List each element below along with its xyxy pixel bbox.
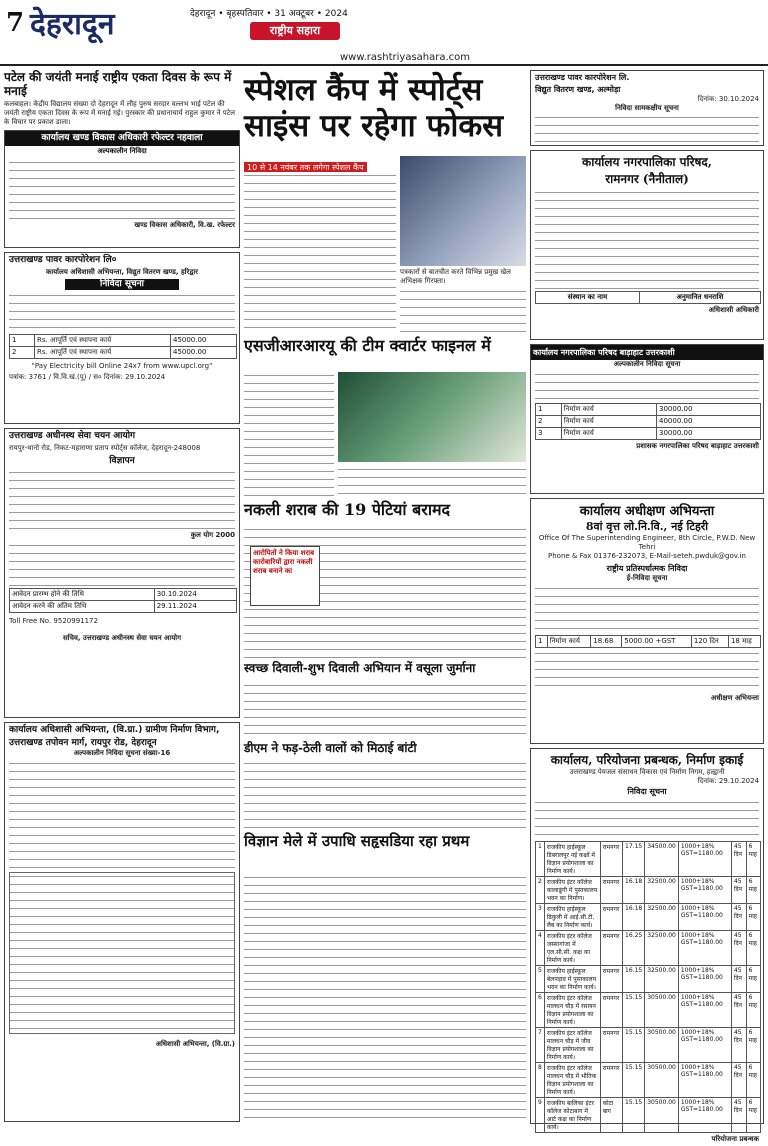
table-cell: 6 माह [746, 1063, 760, 1098]
upcl2-date: दिनांक: 30.10.2024 [697, 95, 759, 103]
pwd-sub: ई-निविदा सूचना [626, 574, 668, 582]
diwali-text [244, 682, 526, 736]
table-cell: 45 दिन [731, 1063, 746, 1098]
lead-photo-caption: पत्रकारों से बातचीत करते विभिन्न प्रमुख खेल अभिक्षक गिरफ्ता। [400, 268, 511, 285]
dm-text [244, 760, 526, 830]
page-number: 7 [6, 8, 25, 38]
city-title: देहरादून [30, 7, 115, 42]
table-cell: 45 दिन [731, 1098, 746, 1133]
table-row [536, 966, 761, 993]
nirman-tender [530, 748, 764, 1143]
table-cell: 30500.00 [645, 1028, 679, 1063]
science-story [244, 832, 526, 872]
table-cell: 6 माह [746, 842, 760, 877]
table-cell: 6 माह [746, 904, 760, 931]
table-cell: 30500.00 [645, 1063, 679, 1098]
table-cell: 32500.00 [645, 904, 679, 931]
pwd-text [535, 585, 759, 633]
dm-title: डीएम ने फड़-ठेली वालों को मिठाई बांटी [244, 741, 417, 755]
table-cell: 30500.00 [645, 1098, 679, 1133]
table-row [536, 931, 761, 966]
table-cell: 16.18 [623, 877, 645, 904]
sgrru-text [244, 372, 334, 496]
table-cell: 6 [536, 993, 545, 1028]
table-cell: 1000+18% GST=1180.00 [678, 966, 731, 993]
patel-body: कलबाहल। केंद्रीय विद्यालय संख्या दो देहरादून में लौह पुरुष सरदार वल्लभ भाई पटेल की जयंती राष्ट्रीय एकता दिवस के रूप में मनाई गई। पुरस्कार की प्रधानाचार्य राहुल कुमार ने पटेल के विचार पर प्रकाश डाला। [4, 100, 236, 126]
liquor-story [244, 500, 526, 524]
table-cell: राजकीय हाईस्कूल ढिकुली में आई.सी.टी. लैब का निर्माण कार्य। [544, 904, 600, 931]
pwd-sign: अधीक्षण अभियन्ता [710, 694, 759, 702]
table-cell: रामनगर [600, 966, 622, 993]
liquor-tag: आरोपितों ने किया शराब कारोबारियों द्वारा नकली शराब बनाने का [250, 546, 320, 606]
uksssc-ad [4, 428, 240, 718]
table-cell: 1000+18% GST=1180.00 [678, 877, 731, 904]
table-cell: 8 [536, 1063, 545, 1098]
table-cell: रामनगर [600, 931, 622, 966]
patel-title: पटेल की जयंती मनाई राष्ट्रीय एकता दिवस के रूप में मनाई [4, 70, 232, 98]
pmgsy-org2: उत्तराखण्ड तपोवन मार्ग, रायपुर रोड, देहरादून [9, 738, 157, 748]
pmgsy-notice: अल्पकालीन निविदा सूचना संख्या-16 [73, 749, 171, 757]
bdo-sign: खण्ड विकास अधिकारी, वि.ख. रफेल्टर [134, 221, 235, 229]
nirman-notice: निविदा सूचना [627, 787, 667, 796]
table-cell: 45 दिन [731, 877, 746, 904]
table-cell: 15.15 [623, 1063, 645, 1098]
table-cell: 1000+18% GST=1180.00 [678, 1028, 731, 1063]
pwd-notice: राष्ट्रीय प्रतिस्पर्धात्मक निविदा [606, 564, 688, 573]
barahat-table: 1 निर्माण कार्य 30000.00 2 निर्माण कार्य 40000.00 3 निर्माण कार्य 30000.00 [535, 403, 761, 440]
ramnagar-text [535, 189, 759, 289]
upcl2-sub: विद्युत वितरण खण्ड, अल्मोड़ा [535, 85, 621, 94]
pwd-table: 1 निर्माण कार्य 18.68 5000.00 +GST 120 दिन 18 माह [535, 635, 761, 648]
table-cell: 2 [536, 877, 545, 904]
table-cell: 15.15 [623, 1098, 645, 1133]
barahat-tender [530, 344, 764, 494]
upcl-almora-tender [530, 70, 764, 146]
table-cell: 1000+18% GST=1180.00 [678, 1098, 731, 1133]
table-cell: 45 दिन [731, 904, 746, 931]
bdo-tender [4, 130, 240, 248]
uksssc-addr: रायपुर-थानो रोड, निकट-महाराणा प्रताप स्पोर्ट्स कॉलेज, देहरादून-248008 [9, 444, 201, 452]
paper-logo: राष्ट्रीय सहारा [250, 22, 340, 40]
table-cell: 3 [536, 904, 545, 931]
uksssc-notice: विज्ञापन [109, 456, 135, 466]
bdo-table [9, 159, 235, 219]
lead-photo [400, 156, 526, 266]
table-cell: राजकीय इंटर कॉलेज जस्सागांजा में एल.सी.सी. कक्ष का निर्माण कार्य। [544, 931, 600, 966]
table-cell: 45 दिन [731, 966, 746, 993]
table-cell: 7 [536, 1028, 545, 1063]
pwd-tehri-tender [530, 498, 764, 744]
barahat-notice: अल्पकालीन निविदा सूचना [613, 360, 681, 368]
nirman-sign: परियोजना प्रबन्धक [711, 1135, 759, 1143]
nirman-sub: उत्तराखण्ड पेयजल संसाधन विकास एवं निर्माण निगम, हल्द्वानी [569, 768, 725, 776]
table-cell: 1 [536, 842, 545, 877]
barahat-text [535, 371, 759, 401]
table-cell: रामनगर [600, 877, 622, 904]
table-cell: 45 दिन [731, 842, 746, 877]
pmgsy-text [9, 760, 235, 870]
table-cell: राजकीय इंटर कॉलेज मालधन चौड़ में रसायन विज्ञान प्रयोगशाला का निर्माण कार्य। [544, 993, 600, 1028]
table-cell: राजकीय इंटर कॉलेज मालधन चौड़ में जीव विज्ञान प्रयोगशाला का निर्माण कार्य। [544, 1028, 600, 1063]
ramnagar-tender [530, 150, 764, 340]
table-cell: 32500.00 [645, 966, 679, 993]
table-cell: रामनगर [600, 1063, 622, 1098]
lead-text-2 [400, 288, 526, 332]
table-cell: 1000+18% GST=1180.00 [678, 842, 731, 877]
sgrru-story [244, 336, 526, 370]
pmgsy-sign: अधिशासी अभियन्ता, (वि.ग्रा.) [155, 1040, 235, 1048]
pwd-addr: Office Of The Superintending Engineer, 8th Circle, P.W.D. New Tehri [538, 534, 756, 551]
table-cell: 15.15 [623, 993, 645, 1028]
upcl-sub: कार्यालय अधिशासी अभियन्ता, विद्युत वितरण खण्ड, हरिद्वार [45, 268, 199, 276]
table-cell: 16.15 [623, 966, 645, 993]
table-cell: 1000+18% GST=1180.00 [678, 1063, 731, 1098]
upcl-notice: निविदा सूचना [65, 279, 179, 290]
table-cell: 6 माह [746, 993, 760, 1028]
sgrru-text-2 [338, 466, 526, 496]
table-row [536, 1028, 761, 1063]
ramnagar-title2: रामनगर (नैनीताल) [605, 172, 689, 186]
ramnagar-table: संस्थान का नाम अनुमानित धनराशि [535, 291, 761, 304]
uksssc-text [9, 469, 235, 529]
bdo-sub: अल्पकालीन निविदा [97, 147, 147, 155]
table-cell: 4 [536, 931, 545, 966]
uksssc-helpline: Toll Free No. 9520991172 [9, 617, 98, 625]
table-cell: 6 माह [746, 931, 760, 966]
table-cell: 1000+18% GST=1180.00 [678, 931, 731, 966]
nirman-text [535, 799, 759, 839]
table-cell: 45 दिन [731, 931, 746, 966]
liquor-title: नकली शराब की 19 पेटियां बरामद [244, 500, 451, 519]
uksssc-sign: सचिव, उत्तराखण्ड अधीनस्थ सेवा चयन आयोग [62, 634, 182, 642]
upcl-slogan: "Pay Electricity bill Online 24x7 from www.upcl.org" [31, 362, 213, 370]
table-row [536, 993, 761, 1028]
bdo-title: कार्यालय खण्ड विकास अधिकारी रफेल्टर नहवाला [5, 131, 239, 146]
upcl-table: 1 Rs. आपूर्ति एवं स्थापना कार्य 45000.00 2 Rs. आपूर्ति एवं स्थापना कार्य 45000.00 [9, 334, 237, 359]
table-cell: 16.25 [623, 931, 645, 966]
uksssc-total: कुल योग 2000 [190, 531, 235, 539]
table-cell: 30500.00 [645, 993, 679, 1028]
site-url[interactable]: www.rashtriyasahara.com [340, 52, 471, 63]
pmgsy-table [9, 872, 235, 1034]
table-cell: 15.15 [623, 1028, 645, 1063]
table-cell: रामनगर [600, 904, 622, 931]
science-title: विज्ञान मेले में उपाधि सहृसडिया रहा प्रथम [244, 832, 470, 850]
table-row [536, 1098, 761, 1133]
uksssc-text2 [9, 542, 235, 586]
table-cell: राजकीय इंटर कॉलेज कालाढूंगी में पुस्तकालय भवन का निर्माण। [544, 877, 600, 904]
diwali-title: स्वच्छ दिवाली-शुभ दिवाली अभियान में वसूला जुर्माना [244, 661, 476, 675]
table-cell: 34500.00 [645, 842, 679, 877]
table-cell: 6 माह [746, 1098, 760, 1133]
table-row [536, 1063, 761, 1098]
table-cell: रामनगर [600, 993, 622, 1028]
nirman-table [535, 841, 761, 1133]
sgrru-title: एसजीआरआरयू की टीम क्वार्टर फाइनल में [244, 336, 491, 355]
table-cell: 1000+18% GST=1180.00 [678, 904, 731, 931]
table-cell: 32500.00 [645, 931, 679, 966]
upcl2-text [535, 114, 759, 142]
pwd-title: कार्यालय अधीक्षण अभियन्ता [579, 504, 715, 519]
nirman-title: कार्यालय, परियोजना प्रबन्धक, निर्माण इकाई [550, 753, 744, 767]
table-cell: 6 माह [746, 1028, 760, 1063]
table-cell: राजकीय हाईस्कूल डिबरालपुर नई कक्षों में विज्ञान प्रयोगशाला का निर्माण कार्य। [544, 842, 600, 877]
upcl2-org: उत्तराखण्ड पावर कारपोरेशन लि. [535, 73, 630, 82]
table-cell: 5 [536, 966, 545, 993]
barahat-sign: प्रशासक नगरपालिका परिषद बाड़ाहाट उत्तरकाशी [636, 442, 759, 450]
upcl2-notice: निविदा सामकक्षीय सूचना [615, 104, 679, 112]
upcl-haridwar-tender [4, 252, 240, 424]
table-row [536, 842, 761, 877]
table-cell: 6 माह [746, 966, 760, 993]
ramnagar-sign: अधिशासी अधिकारी [708, 306, 759, 314]
pwd-text2 [535, 650, 759, 690]
upcl-text [9, 292, 235, 332]
diwali-story [244, 660, 526, 680]
headline-line-2: साइंस पर रहेगा फोकस [244, 108, 504, 144]
table-cell: कोटा बाग [600, 1098, 622, 1133]
patel-story [4, 70, 240, 128]
lead-tagline: 10 से 14 नवंबर तक लगेगा स्पेशल कैंप [244, 155, 404, 169]
pwd-title2: 8वां वृत्त लो.नि.वि., नई टिहरी [585, 520, 709, 533]
ramnagar-title: कार्यालय नगरपालिका परिषद, [582, 155, 712, 169]
table-cell: 32500.00 [645, 877, 679, 904]
barahat-title: कार्यालय नगरपालिका परिषद बाड़ाहाट उत्तरकाशी [531, 345, 763, 360]
table-cell: 17.15 [623, 842, 645, 877]
uksssc-dates: आवेदन प्रारम्भ होने की तिथि 30.10.2024 आवेदन करने की अंतिम तिथि 29.11.2024 [9, 588, 237, 613]
table-cell: रामनगर [600, 842, 622, 877]
uksssc-org: उत्तराखण्ड अधीनस्थ सेवा चयन आयोग [9, 431, 136, 441]
sgrru-photo [338, 372, 526, 462]
upcl-footer: पत्रांक: 3761 / वि.वि.खं.(पू) / स० दिनांक: 29.10.2024 [9, 373, 166, 381]
dm-story [244, 740, 526, 758]
table-cell: 45 दिन [731, 1028, 746, 1063]
table-cell: राजकीय बालिका इंटर कॉलेज कोटाबाग में आर्ट कक्ष का निर्माण कार्य। [544, 1098, 600, 1133]
table-cell: 6 माह [746, 877, 760, 904]
lead-text [244, 172, 396, 330]
upcl-org: उत्तराखण्ड पावर कारपोरेशन लि० [9, 255, 117, 265]
lead-headline [244, 72, 520, 152]
table-cell: रामनगर [600, 1028, 622, 1063]
table-cell: 45 दिन [731, 993, 746, 1028]
headline-line-1: स्पेशल कैंप में स्पोर्ट्स [244, 72, 483, 108]
pwd-phone: Phone & Fax 01376-232073, E-Mail-seteh.pwduk@gov.in [548, 552, 746, 560]
table-cell: 1000+18% GST=1180.00 [678, 993, 731, 1028]
nirman-date: दिनांक: 29.10.2024 [697, 777, 759, 785]
table-row [536, 904, 761, 931]
masthead [0, 0, 768, 66]
dateline: देहरादून • बृहस्पतिवार • 31 अक्टूबर • 2024 [190, 9, 348, 19]
table-cell: 16.18 [623, 904, 645, 931]
table-cell: राजकीय इंटर कॉलेज मालधन चौड़ में भौतिक विज्ञान प्रयोगशाला का निर्माण कार्य। [544, 1063, 600, 1098]
pmgsy-org: कार्यालय अधिशासी अभियन्ता, (वि.ग्रा.) ग्रामीण निर्माण विभाग, [9, 725, 220, 735]
table-row [536, 877, 761, 904]
pmgsy-tender [4, 722, 240, 1122]
table-cell: 9 [536, 1098, 545, 1133]
science-text [244, 874, 526, 1124]
table-cell: राजकीय हाईस्कूल बेलपड़ाव में पुस्तकालय भवन का निर्माण कार्य। [544, 966, 600, 993]
